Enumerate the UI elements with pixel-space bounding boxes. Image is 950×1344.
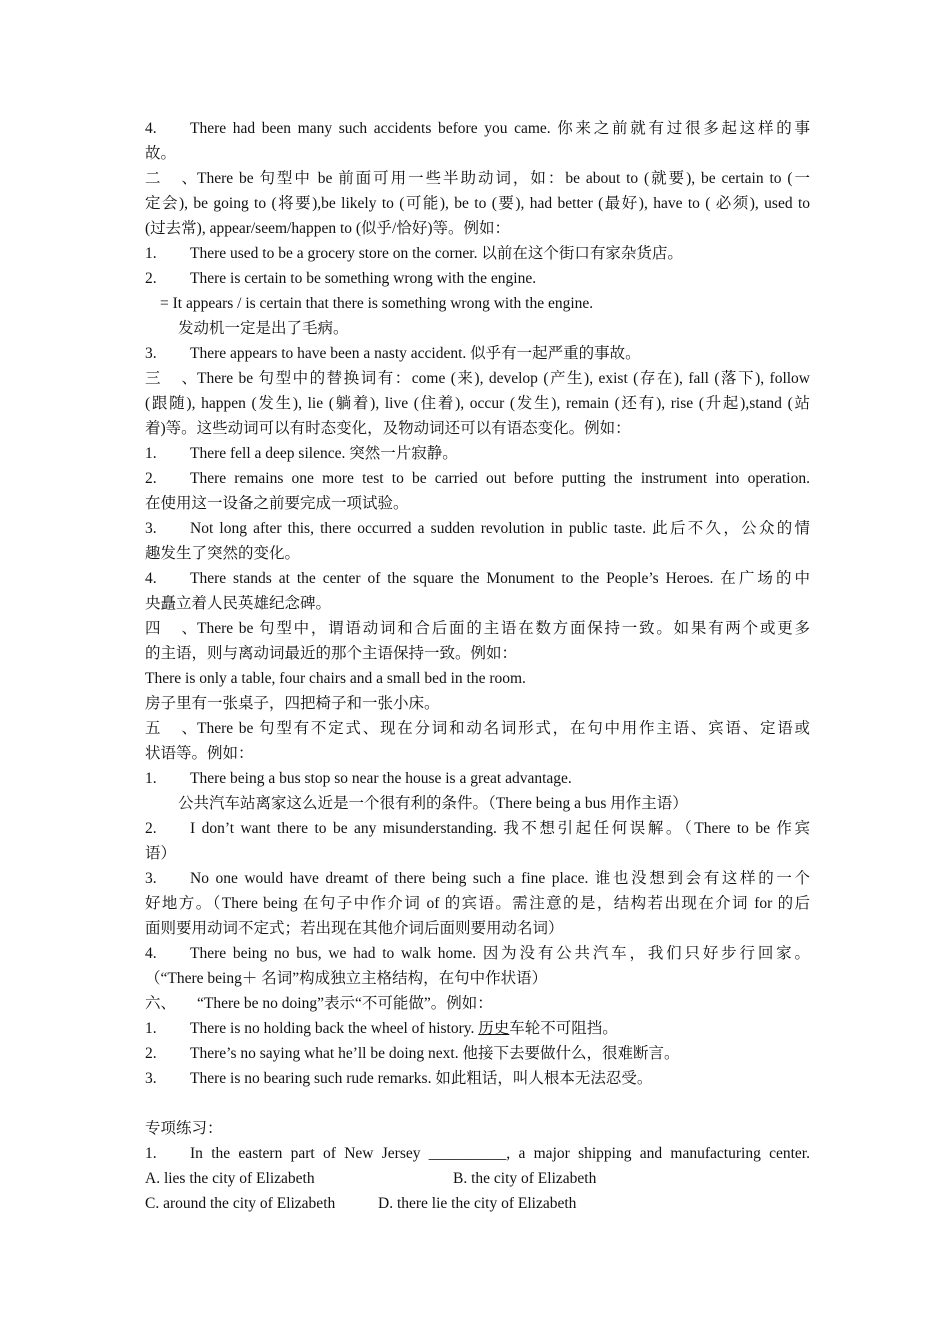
line-text: There’s no saying what he’ll be doing next. 他接下去要做什么，很难断言。	[190, 1045, 680, 1062]
example-line	[145, 266, 810, 291]
example-line	[145, 866, 810, 891]
list-marker: 2.	[145, 270, 157, 287]
line-text: There appears to have been a nasty accident. 似乎有一起严重的事故。	[190, 345, 641, 362]
text-line: There is only a table, four chairs and a small bed in the room.	[145, 670, 526, 687]
text-line: 房子里有一张桌子，四把椅子和一张小床。	[145, 695, 440, 712]
line-text: There is certain to be something wrong with the engine.	[190, 270, 537, 287]
section-2-heading	[145, 166, 810, 191]
line-text: There be 句型中的替换词有：come (来), develop (产生), exist (存在), fall (落下), follow	[197, 370, 810, 387]
text-line: 着)等。这些动词可以有时态变化，及物动词还可以有语态变化。例如：	[145, 420, 631, 437]
option-a: A. lies the city of Elizabeth	[145, 1170, 315, 1187]
line-text: There fell a deep silence. 突然一片寂静。	[190, 445, 458, 462]
text-line: 状语等。例如：	[145, 745, 254, 762]
list-marker: 3.	[145, 1070, 157, 1087]
section-marker: 二、	[145, 170, 197, 187]
options-row	[145, 1166, 810, 1191]
section-marker: 五、	[145, 720, 197, 737]
list-marker: 2.	[145, 470, 157, 487]
line-text: There be 句型中 be 前面可用一些半助动词，如：be about to (就要), be certain to (一	[197, 170, 810, 187]
section-4-heading	[145, 616, 810, 641]
line-text: There stands at the center of the square the Monument to the People’s Heroes. 在广场的中	[190, 570, 810, 587]
line-text: In the eastern part of New Jersey __________, a major shipping and manufacturing center.	[190, 1145, 810, 1162]
line-text: There is no bearing such rude remarks. 如此粗话，叫人根本无法忍受。	[190, 1070, 653, 1087]
line-text: There being no bus, we had to walk home. 因为没有公共汽车，我们只好步行回家。	[190, 945, 810, 962]
text-line: 趣发生了突然的变化。	[145, 545, 301, 562]
example-line	[145, 1016, 810, 1041]
section-marker: 三、	[145, 370, 197, 387]
section-marker: 六、	[145, 995, 177, 1012]
section-marker: 四、	[145, 620, 197, 637]
line-text: There be 句型有不定式、现在分词和动名词形式，在句中用作主语、宾语、定语或	[197, 720, 810, 737]
line-text: “There be no doing”表示“不可能做”。例如：	[197, 995, 493, 1012]
section-3-heading	[145, 366, 810, 391]
list-marker: 2.	[145, 1045, 157, 1062]
list-marker: 4.	[145, 945, 157, 962]
example-line	[145, 441, 810, 466]
section-6-heading	[145, 991, 810, 1016]
text-line: 好地方。（There being 在句子中作介词 of 的宾语。需注意的是，结构若出现在介词 for 的后	[145, 895, 810, 912]
list-marker: 4.	[145, 120, 157, 137]
exercise-heading: 专项练习：	[145, 1120, 223, 1137]
list-marker: 1.	[145, 445, 157, 462]
list-marker: 1.	[145, 1020, 157, 1037]
text-line: 故。	[145, 145, 177, 162]
example-line	[145, 341, 810, 366]
option-c: C. around the city of Elizabeth	[145, 1195, 336, 1212]
example-line	[145, 816, 810, 841]
line-text: I don’t want there to be any misunderstanding. 我不想引起任何误解。（There to be 作宾	[190, 820, 810, 837]
section-5-heading	[145, 716, 810, 741]
example-line	[145, 466, 810, 491]
list-marker: 1.	[145, 245, 157, 262]
example-line	[145, 516, 810, 541]
list-marker: 2.	[145, 820, 157, 837]
list-marker: 3.	[145, 520, 157, 537]
line-text: No one would have dreamt of there being such a fine place. 谁也没想到会有这样的一个	[190, 870, 810, 887]
list-marker: 3.	[145, 870, 157, 887]
line-text: There being a bus stop so near the house is a great advantage.	[190, 770, 572, 787]
list-marker: 4.	[145, 570, 157, 587]
line-text: There remains one more test to be carried out before putting the instrument into operation.	[190, 470, 810, 487]
example-line	[145, 766, 810, 791]
text-line: 公共汽车站离家这么近是一个很有利的条件。（There being a bus 用作主语）	[178, 795, 688, 812]
example-line	[145, 1066, 810, 1091]
options-row	[145, 1191, 810, 1216]
text-line: 面则要用动词不定式；若出现在其他介词后面则要用动名词）	[145, 920, 564, 937]
text-line: 的主语，则与离动词最近的那个主语保持一致。例如：	[145, 645, 518, 662]
example-line	[145, 941, 810, 966]
text-line: 发动机一定是出了毛病。	[178, 320, 349, 337]
text-line: 央矗立着人民英雄纪念碑。	[145, 595, 332, 612]
line-text: There be 句型中，谓语动词和合后面的主语在数方面保持一致。如果有两个或更多	[197, 620, 810, 637]
line-text: 车轮不可阻挡。	[509, 1020, 618, 1037]
underlined-word: 历史	[478, 1020, 510, 1037]
text-line: = It appears / is certain that there is something wrong with the engine.	[160, 295, 594, 312]
text-line: （“There being＋ 名词”构成独立主格结构，在句中作状语）	[145, 970, 548, 987]
example-line	[145, 1041, 810, 1066]
text-line: (过去常), appear/seem/happen to (似乎/恰好)等。例如：	[145, 220, 511, 237]
list-marker: 3.	[145, 345, 157, 362]
text-line: (跟随), happen (发生), lie (躺着), live (住着), occur (发生), remain (还有), rise (升起),stand (站	[145, 395, 810, 412]
list-marker: 1.	[145, 770, 157, 787]
text-line: 在使用这一设备之前要完成一项试验。	[145, 495, 409, 512]
line-text: Not long after this, there occurred a sudden revolution in public taste. 此后不久，公众的情	[190, 520, 810, 537]
list-marker: 1.	[145, 1145, 157, 1162]
example-line	[145, 241, 810, 266]
text-line: 语）	[145, 845, 177, 862]
example-line	[145, 566, 810, 591]
exercise-question	[145, 1141, 810, 1166]
line-text: There is no holding back the wheel of history.	[190, 1020, 479, 1037]
item-4-line	[145, 116, 810, 141]
option-d: D. there lie the city of Elizabeth	[378, 1195, 577, 1212]
text-line: 定会), be going to (将要),be likely to (可能), be to (要), had better (最好), have to ( 必须), used to	[145, 195, 810, 212]
line-text: There had been many such accidents before you came. 你来之前就有过很多起这样的事	[190, 120, 810, 137]
line-text: There used to be a grocery store on the corner. 以前在这个街口有家杂货店。	[190, 245, 683, 262]
option-b: B. the city of Elizabeth	[453, 1170, 597, 1187]
